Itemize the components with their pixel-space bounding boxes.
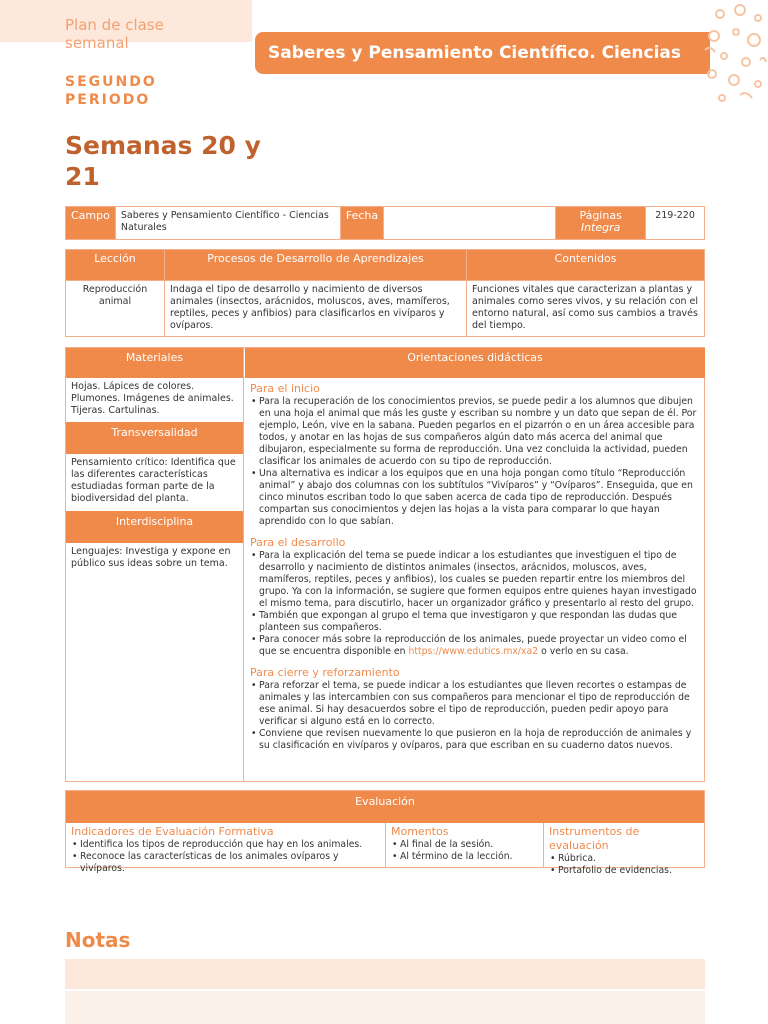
- orientations-body: [245, 382, 705, 752]
- subject-banner: Saberes y Pensamiento Científico. Ciencias: [255, 32, 710, 74]
- list-item: • Portafolio de evidencias.: [549, 865, 699, 877]
- instrumentos-column: [544, 823, 704, 876]
- interdisciplina-header: Interdisciplina: [66, 511, 243, 543]
- contenidos-cell: Funciones vitales que caracterizan a plantas y animales como seres vivos, y su relación con el entorno natural, así como sus cambios a través del tiempo.: [467, 281, 705, 337]
- contenidos-header: Contenidos: [467, 250, 705, 281]
- evaluacion-header: Evaluación: [66, 791, 704, 823]
- list-item: • Identifica los tipos de reproducción que hay en los animales.: [71, 839, 380, 851]
- orientations-column: [245, 348, 705, 752]
- video-link[interactable]: https://www.edutics.mx/xa2: [408, 646, 539, 657]
- list-item: • Al término de la lección.: [391, 851, 538, 863]
- list-item: • También que expongan al grupo el tema que investigaron y que respondan las dudas que planteen sus compañeros.: [250, 610, 701, 634]
- leccion-header: Lección: [66, 250, 165, 281]
- notes-line[interactable]: [65, 991, 705, 1024]
- list-item: • Para reforzar el tema, se puede indicar a los estudiantes que lleven recortes o estampas de animales y las intercambien con sus compañeros para mencionar el tipo de reproducción de ese animal. Si hay desacuerdos sobre el tipo de reproducción, pueden pedir apoyo para verificar si alguno está en lo correcto.: [250, 680, 701, 728]
- procesos-header: Procesos de Desarrollo de Aprendizajes: [165, 250, 467, 281]
- leccion-cell: Reproducción animal: [66, 281, 165, 337]
- materials-orientations-block: [65, 347, 705, 782]
- instrumentos-title: Instrumentos de evaluación: [549, 825, 640, 852]
- plan-title: Plan de clase semanal: [65, 16, 164, 52]
- list-item: • Reconoce las características de los animales ovíparos y vivíparos.: [71, 851, 380, 875]
- periodo-label: SEGUNDO PERIODO: [65, 74, 157, 108]
- side-column: [66, 348, 244, 781]
- list-item: • Una alternativa es indicar a los equipos que en una hoja pongan como título “Reproducción animal” y abajo dos columnas con los subtítulos “Vivíparos” y “Ovíparos”. Enseguida, que en cinco minutos escriban todo lo que saben acerca de cada tipo de reproducción. Después compartan sus conocimientos y dejen las hojas a la vista para comparar lo que hayan aprendido con lo que sabían.: [250, 468, 701, 528]
- list-item: • Conviene que revisen nuevamente lo que pusieron en la hoja de reproducción de animales y su clasificación en vivíparos y ovíparos, para que escriban en su cuaderno datos nuevos.: [250, 728, 701, 752]
- materiales-text: Hojas. Lápices de colores. Plumones. Imágenes de animales. Tijeras. Cartulinas.: [71, 381, 234, 416]
- transversalidad-header: Transversalidad: [66, 422, 243, 454]
- list-item: • Rúbrica.: [549, 853, 699, 865]
- inicio-list: [250, 396, 701, 528]
- inicio-title: Para el inicio: [250, 382, 320, 395]
- campo-label: Campo: [66, 207, 116, 240]
- evaluation-columns: [66, 823, 704, 876]
- fecha-label: Fecha: [340, 207, 383, 240]
- procesos-cell: Indaga el tipo de desarrollo y nacimiento de diversos animales (insectos, arácnidos, moluscos, aves, mamíferos, reptiles, peces y anfibios) para clasificarlos en vivíparos y ovíparos.: [165, 281, 467, 337]
- list-item: • Al final de la sesión.: [391, 839, 538, 851]
- notas-title: Notas: [65, 928, 131, 952]
- fecha-value[interactable]: [384, 207, 556, 240]
- paginas-label: Páginas Integra: [556, 207, 646, 240]
- indicadores-column: [66, 823, 386, 874]
- desarrollo-list: [250, 550, 701, 658]
- evaluation-block: [65, 790, 705, 876]
- orientaciones-header: Orientaciones didácticas: [245, 348, 705, 378]
- materiales-header: Materiales: [66, 348, 243, 378]
- cierre-title: Para cierre y reforzamiento: [250, 666, 400, 679]
- indicadores-title: Indicadores de Evaluación Formativa: [71, 825, 274, 838]
- decorative-pattern: [700, 0, 768, 110]
- leccion-table: [65, 249, 705, 337]
- interdisciplina-text: Lenguajes: Investiga y expone en público sus ideas sobre un tema.: [71, 546, 231, 569]
- paginas-value: 219-220: [646, 207, 705, 240]
- info-table: [65, 206, 705, 240]
- momentos-column: [386, 823, 544, 867]
- momentos-title: Momentos: [391, 825, 449, 838]
- transversalidad-text: Pensamiento crítico: Identifica que las diferentes características estudiadas forman parte de la biodiversidad del planta.: [71, 457, 236, 504]
- notes-line[interactable]: [65, 959, 705, 989]
- desarrollo-title: Para el desarrollo: [250, 536, 346, 549]
- list-item: • Para la recuperación de los conocimientos previos, se puede pedir a los alumnos que dibujen en una hoja el animal que más les guste y escriban su nombre y un dato que sepan de él. Por ejemplo, León, vive en la sabana. Pueden pegarlos en el pizarrón o en un área accesible para todos, y anotar en las hojas de sus compañeros algún dato más acerca del animal que dibujaron, especialmente su forma de reproducción. Una vez concluida la actividad, pueden clasificar los animales de acuerdo con su tipo de reproducción.: [250, 396, 701, 468]
- cierre-list: [250, 680, 701, 752]
- list-item: • Para la explicación del tema se puede indicar a los estudiantes que investiguen el tipo de desarrollo y nacimiento de distintos animales (insectos, arácnidos, moluscos, aves, mamíferos, reptiles, peces y anfibios), los cuales se pueden repartir entre los miembros del grupo. Ya con la información, se sugiere que formen equipos entre quienes hayan investigado el mismo tema, para discutirlo, hacer un organizador gráfico y presentarlo al resto del grupo.: [250, 550, 701, 610]
- list-item: • Para conocer más sobre la reproducción de los animales, puede proyectar un video como el que se encuentra disponible en https://www.edutics.mx/xa2 o verlo en su casa.: [250, 634, 701, 658]
- campo-value: Saberes y Pensamiento Científico - Ciencias Naturales: [115, 207, 340, 240]
- weeks-title: Semanas 20 y 21: [65, 131, 261, 191]
